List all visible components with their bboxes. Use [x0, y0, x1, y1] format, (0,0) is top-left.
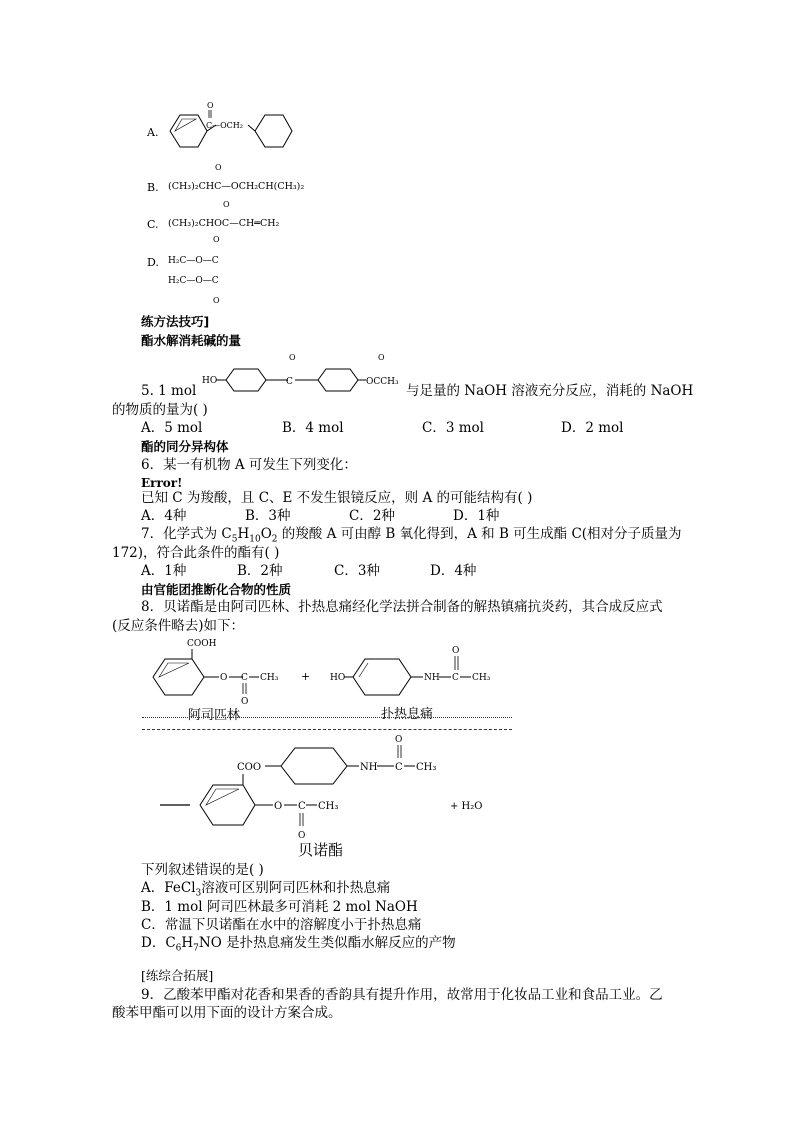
q8-option-c: C．常温下贝诺酯在水中的溶解度小于扑热息痛: [141, 917, 422, 933]
o-atom: O: [223, 200, 230, 209]
hydroxyl-label: HO: [202, 376, 218, 386]
option-c-formula: (CH₃)₂CHOC—CH═CH₂: [168, 218, 280, 229]
q7-option-d: D．4种: [430, 563, 477, 579]
o-atom: O: [452, 646, 460, 656]
o-atom: O: [298, 831, 306, 841]
q8-option-b: B．1 mol 阿司匹林最多可消耗 2 mol NaOH: [141, 899, 418, 915]
option-a-svg: [160, 98, 300, 160]
q5-prefix: 5. 1 mol: [141, 383, 197, 399]
svg-text:C: C: [298, 801, 306, 812]
option-d-top: H₂C—O—C: [168, 256, 219, 266]
q9-line2: 酸苯甲酯可以用下面的设计方案合成。: [112, 1005, 342, 1021]
svg-text:O: O: [274, 801, 283, 812]
q5-option-d: D．2 mol: [561, 420, 624, 436]
water-label: + H₂O: [450, 801, 483, 812]
methyl-label: CH₃: [472, 673, 491, 683]
option-d-bottom: H₂C—O—C: [168, 276, 219, 286]
q7-line1: 7．化学式为 $C_5H_{10}O_2$ 的羧酸 A 可由醇 B 氧化得到，A 和 B 可生成酯 C(相对分子质量为: [141, 526, 682, 545]
svg-text:C: C: [395, 762, 403, 773]
q6-option-b: B．3种: [245, 508, 291, 524]
aspirin-label: 阿司匹林: [188, 708, 241, 723]
option-b-formula: (CH₃)₂CHC—OCH₂CH(CH₃)₂: [168, 181, 305, 192]
svg-text:O: O: [220, 673, 228, 683]
o-atom: O: [213, 235, 220, 244]
acetoxy-label: OCCH₃: [366, 377, 399, 387]
q8-line2: (反应条件略去)如下：: [112, 618, 245, 634]
q5-option-c: C．3 mol: [422, 420, 484, 436]
q8-option-d: D．$C_6H_7NO$ 是扑热息痛发生类似酯水解反应的产物: [141, 935, 456, 954]
option-c-label: C.: [147, 218, 159, 231]
section-hydrolysis: 酯水解消耗碱的量: [141, 333, 242, 348]
divider-line: [142, 717, 512, 718]
nh-label: NH: [360, 762, 378, 773]
svg-text:C: C: [452, 673, 459, 683]
methyl-label: CH₃: [416, 762, 437, 773]
q5-text: 与足量的 NaOH 溶液充分反应，消耗的 NaOH: [406, 383, 694, 399]
q5-option-b: B．4 mol: [282, 420, 344, 436]
option-b-label: B.: [147, 181, 159, 194]
q6-error: Error!: [141, 476, 183, 490]
q5-line2: 的物质的量为( ): [112, 402, 208, 418]
section-extension: [练综合拓展]: [141, 968, 214, 983]
q6-line2: 已知 C 为羧酸，且 C、E 不发生银镜反应，则 A 的可能结构有( ): [141, 490, 533, 506]
q6-option-a: A．4种: [141, 508, 187, 524]
q9-line1: 9．乙酸苯甲酯对花香和果香的香韵具有提升作用，故常用于化妆品工业和食品工业。乙: [141, 987, 663, 1003]
q6-option-c: C．2种: [349, 508, 395, 524]
svg-text:C: C: [286, 377, 293, 387]
section-method: 练方法技巧]: [141, 314, 210, 329]
section-isomers: 酯的同分异构体: [141, 439, 229, 454]
section-infer: 由官能团推断化合物的性质: [141, 582, 292, 597]
o-atom: O: [395, 735, 403, 745]
o-atom: O: [213, 296, 220, 305]
methyl-label: CH₃: [318, 801, 339, 812]
o-atom: O: [378, 353, 385, 362]
q7-option-a: A．1种: [141, 563, 187, 579]
o-atom: O: [241, 697, 249, 707]
q8-question: 下列叙述错误的是( ): [141, 862, 264, 878]
q6-option-d: D．1种: [453, 508, 500, 524]
q7-option-c: C．3种: [334, 563, 380, 579]
q7-option-b: B．2种: [237, 563, 283, 579]
option-a-label: A.: [147, 126, 159, 139]
hydroxyl-label: HO: [330, 673, 346, 683]
q8-line1: 8．贝诺酯是由阿司匹林、扑热息痛经化学法拼合制备的解热镇痛抗炎药，其合成反应式: [141, 599, 663, 615]
q7-line2: 172)，符合此条件的酯有( ): [112, 545, 280, 561]
methyl-label: CH₃: [260, 673, 279, 683]
option-d-label: D.: [147, 256, 159, 269]
o-atom: O: [215, 163, 222, 172]
cooh-label: COOH: [187, 639, 217, 649]
paracetamol-label: 扑热息痛: [381, 707, 434, 722]
coo-label: COO: [237, 762, 262, 773]
plus-sign: +: [301, 670, 311, 683]
svg-text:C: C: [241, 673, 248, 683]
q8-option-a: A．FeCl$_3$溶液可区别阿司匹林和扑热息痛: [141, 880, 391, 899]
q5-structure: [200, 350, 410, 400]
nh-label: NH: [424, 673, 440, 683]
benorilate-label: 贝诺酯: [298, 841, 344, 859]
q5-option-a: A．5 mol: [141, 420, 203, 436]
q6-line1: 6．某一有机物 A 可发生下列变化：: [141, 457, 357, 473]
ester-group: C—OCH₂: [206, 121, 243, 130]
o-atom: O: [207, 101, 214, 110]
o-atom: O: [289, 353, 296, 362]
product-diagram: [155, 730, 505, 848]
